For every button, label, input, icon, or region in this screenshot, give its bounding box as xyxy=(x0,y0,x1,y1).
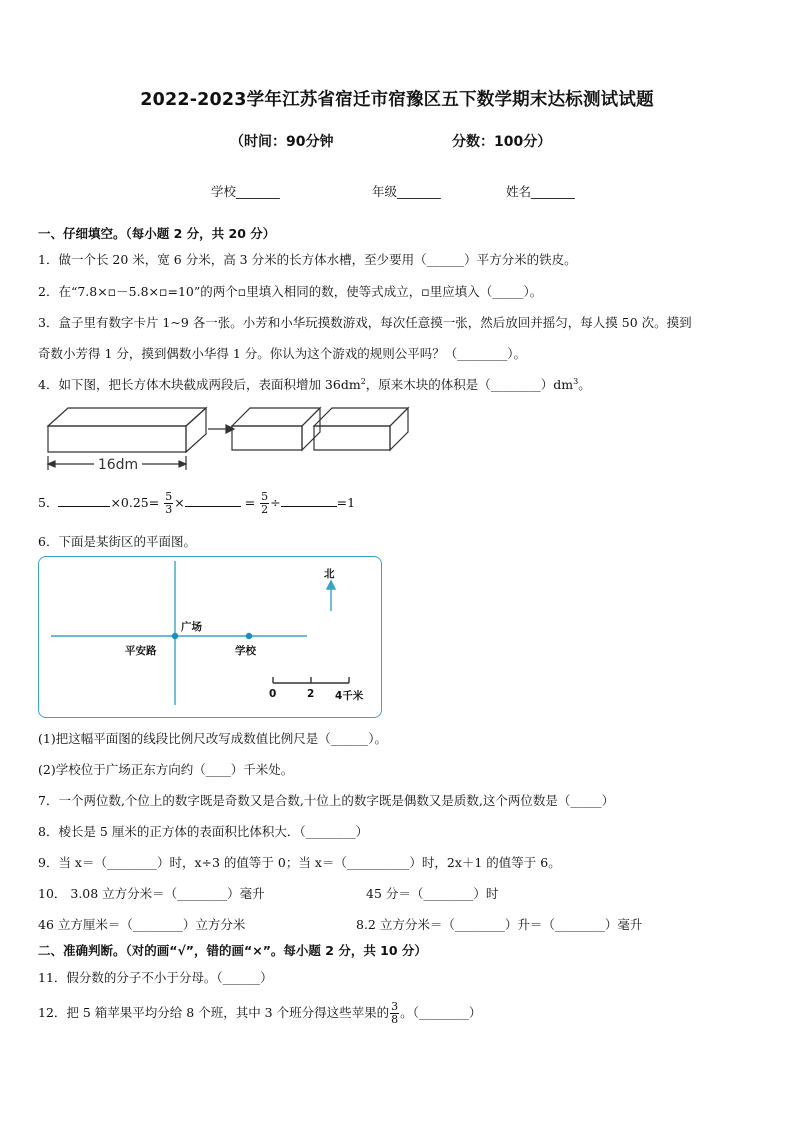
blank[interactable] xyxy=(185,494,241,507)
question-8: 8．棱长是 5 厘米的正方体的表面积比体积大．（________） xyxy=(38,824,369,839)
question-10-c: 46 立方厘米＝（________）立方分米 xyxy=(38,917,246,932)
scale-4: 4千米 xyxy=(335,690,364,702)
school-point xyxy=(246,633,252,639)
question-10-a: 10． 3.08 立方分米＝（________）毫升 xyxy=(38,886,265,901)
section-1-title: 一、仔细填空。（每小题 2 分，共 20 分） xyxy=(38,226,276,241)
exam-score: 分数：100分） xyxy=(452,134,552,150)
map-drawing xyxy=(39,557,381,717)
question-10-d: 8.2 立方分米＝（________）升＝（________）毫升 xyxy=(356,917,643,932)
question-6-2: (2)学校位于广场正东方向约（____）千米处。 xyxy=(38,762,294,777)
question-6-1: (1)把这幅平面图的线段比例尺改写成数值比例尺是（______）。 xyxy=(38,731,387,746)
scale-0: 0 xyxy=(269,688,277,700)
scale-2: 2 xyxy=(307,688,315,700)
question-3-line-1: 3．盒子里有数字卡片 1~9 各一张。小芳和小华玩摸数游戏，每次任意摸一张，然后放回并摇匀，每人摸 50 次。摸到 xyxy=(38,315,692,330)
question-2: 2．在“7.8×▫－5.8×▫=10”的两个▫里填入相同的数，使等式成立，▫里应填入（_____）。 xyxy=(38,284,543,299)
grade-field: 年级_______ xyxy=(372,184,441,199)
question-5: 5． ×0.25= $\frac{5}{3}$ × = $\frac{5}{2}$ ÷ =1 xyxy=(38,490,356,516)
question-3-line-2: 奇数小芳得 1 分，摸到偶数小华得 1 分。你认为这个游戏的规则公平吗？（________）。 xyxy=(38,346,527,361)
wood-block-figure xyxy=(44,404,416,478)
square-point xyxy=(172,633,178,639)
school-field: 学校_______ xyxy=(211,184,280,199)
blank[interactable] xyxy=(58,494,110,507)
exam-time: （时间：90分钟 xyxy=(230,134,334,150)
page-title: 2022-2023学年江苏省宿迁市宿豫区五下数学期末达标测试试题 xyxy=(140,90,654,110)
question-6: 6．下面是某街区的平面图。 xyxy=(38,534,196,549)
question-1: 1．做一个长 20 米，宽 6 分米，高 3 分米的长方体水槽，至少要用（______）平方分米的铁皮。 xyxy=(38,252,577,267)
question-9: 9．当 x＝（________）时，x÷3 的值等于 0；当 x＝（__________）时，2x＋1 的值等于 6。 xyxy=(38,855,561,870)
school-label: 学校 xyxy=(235,645,256,657)
fraction: $\frac{5}{3}$ xyxy=(165,490,173,516)
street-map xyxy=(38,556,382,718)
name-field: 姓名_______ xyxy=(506,184,575,199)
north-label: 北 xyxy=(324,568,335,580)
fraction: $\frac{5}{2}$ xyxy=(261,490,269,516)
question-4: 4．如下图，把长方体木块截成两段后，表面积增加 $36dm^2$，原来木块的体积是$(\_\_\_\_\_\_\_\_)dm^3$。 xyxy=(38,376,591,392)
section-2-title: 二、准确判断。（对的画“√”，错的画“×”。每小题 2 分，共 10 分） xyxy=(38,943,427,958)
question-10-b: 45 分＝（________）时 xyxy=(366,886,499,901)
square-label: 广场 xyxy=(181,621,202,633)
blank[interactable] xyxy=(281,494,337,507)
question-7: 7．一个两位数,个位上的数字既是奇数又是合数,十位上的数字既是偶数又是质数,这个两位数是（_____） xyxy=(38,793,615,808)
length-label: 16dm xyxy=(97,457,139,473)
fraction: $\frac{3}{8}$ xyxy=(391,1000,399,1026)
question-12: 12．把 5 箱苹果平均分给 8 个班，其中 3 个班分得这些苹果的 $\frac{3}{8}$ 。（________） xyxy=(38,1000,482,1026)
road-label: 平安路 xyxy=(125,645,157,657)
question-11: 11．假分数的分子不小于分母。（______） xyxy=(38,970,273,985)
